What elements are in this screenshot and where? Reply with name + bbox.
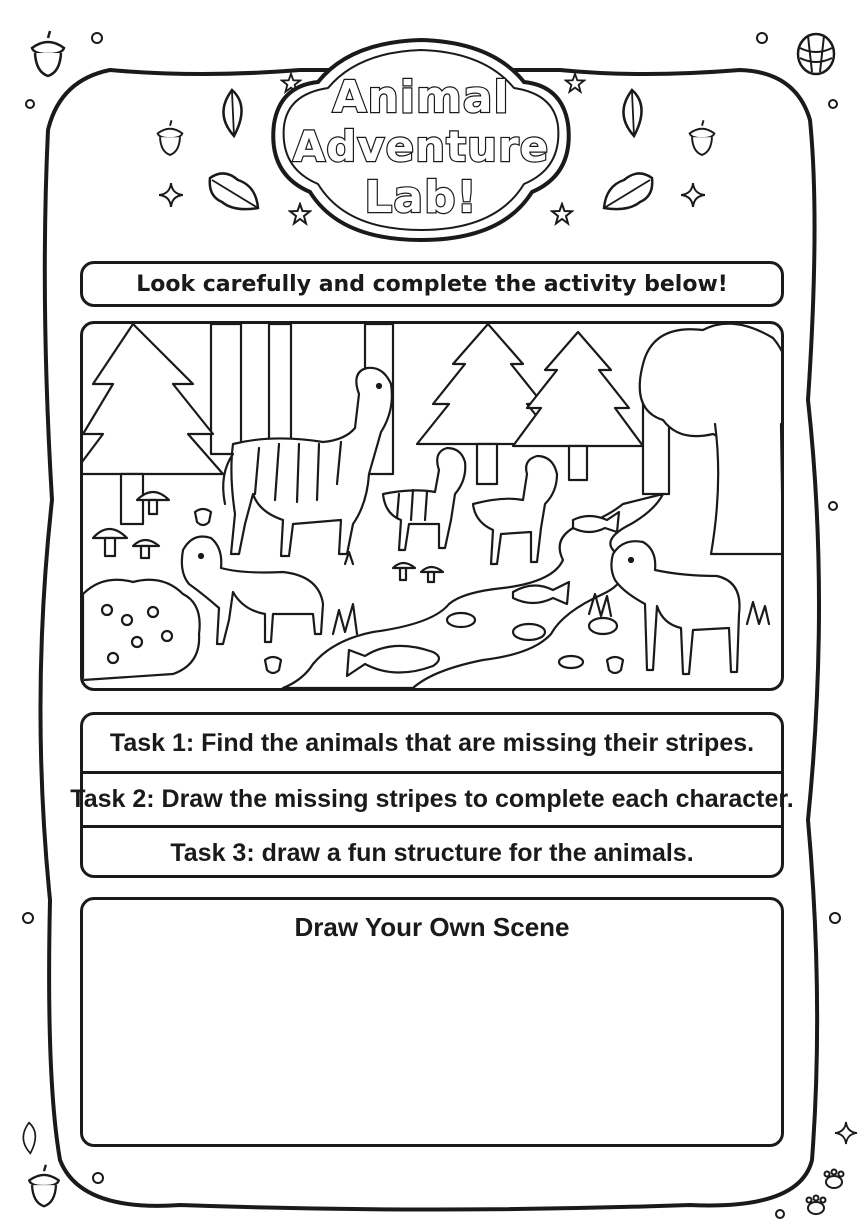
- berry: [102, 605, 112, 615]
- paw-print-icon: [800, 1168, 854, 1222]
- grass: [747, 602, 769, 624]
- instruction-text: Look carefully and complete the activity below!: [136, 271, 728, 297]
- zebra-large: [223, 368, 392, 556]
- stone: [589, 618, 617, 634]
- title-line-3: Lab!: [364, 172, 478, 223]
- acorn-icon: [150, 118, 190, 158]
- drawing-area[interactable]: [80, 897, 784, 1147]
- acorn: [607, 657, 623, 673]
- pine-tree: [513, 332, 643, 446]
- berry: [162, 631, 172, 641]
- task-list: [70, 712, 794, 878]
- title-line-2: Adventure: [292, 122, 550, 171]
- drawing-area-title: Draw Your Own Scene: [294, 912, 570, 942]
- task-1: Task 1: Find the animals that are missing their stripes.: [109, 729, 755, 757]
- forest-scene: [80, 321, 784, 691]
- bush: [83, 580, 200, 680]
- leaf-icon: [212, 86, 252, 140]
- instruction-banner: [80, 261, 784, 307]
- sparkle-icon: [158, 182, 184, 208]
- berry: [122, 615, 132, 625]
- acorn-icon: [682, 118, 722, 158]
- leaf-icon: [204, 168, 264, 218]
- berry: [108, 653, 118, 663]
- task-3: Task 3: draw a fun structure for the animals.: [83, 825, 781, 878]
- title-line-1: Animal: [332, 72, 510, 123]
- acorn: [265, 657, 281, 673]
- acorn: [195, 509, 211, 525]
- berry: [132, 637, 142, 647]
- horse-left: [182, 537, 323, 645]
- pine-tree: [83, 324, 223, 474]
- sparkle-icon: [680, 182, 706, 208]
- task-2: Task 2: Draw the missing stripes to complete each character.: [83, 771, 781, 824]
- horse-right: [611, 541, 739, 674]
- tree-trunk: [569, 446, 587, 480]
- title-block: [262, 42, 580, 242]
- acorn-icon: [20, 1160, 68, 1212]
- stone: [447, 613, 475, 627]
- stone: [559, 656, 583, 668]
- stone: [513, 624, 545, 640]
- sparkle-icon: [834, 1120, 858, 1146]
- zebra-small: [383, 448, 465, 550]
- leaf-icon: [598, 168, 658, 218]
- berry: [148, 607, 158, 617]
- tree-trunk: [711, 424, 781, 554]
- leaf-icon: [612, 86, 652, 140]
- tree-trunk: [477, 444, 497, 484]
- mushroom: [93, 529, 127, 538]
- acorn-icon: [22, 28, 74, 80]
- leaf-icon: [14, 1120, 44, 1156]
- forest-scene-illustration: [83, 324, 781, 688]
- pinecone-icon: [790, 26, 842, 78]
- tree-trunk: [211, 324, 241, 454]
- grass: [333, 604, 357, 634]
